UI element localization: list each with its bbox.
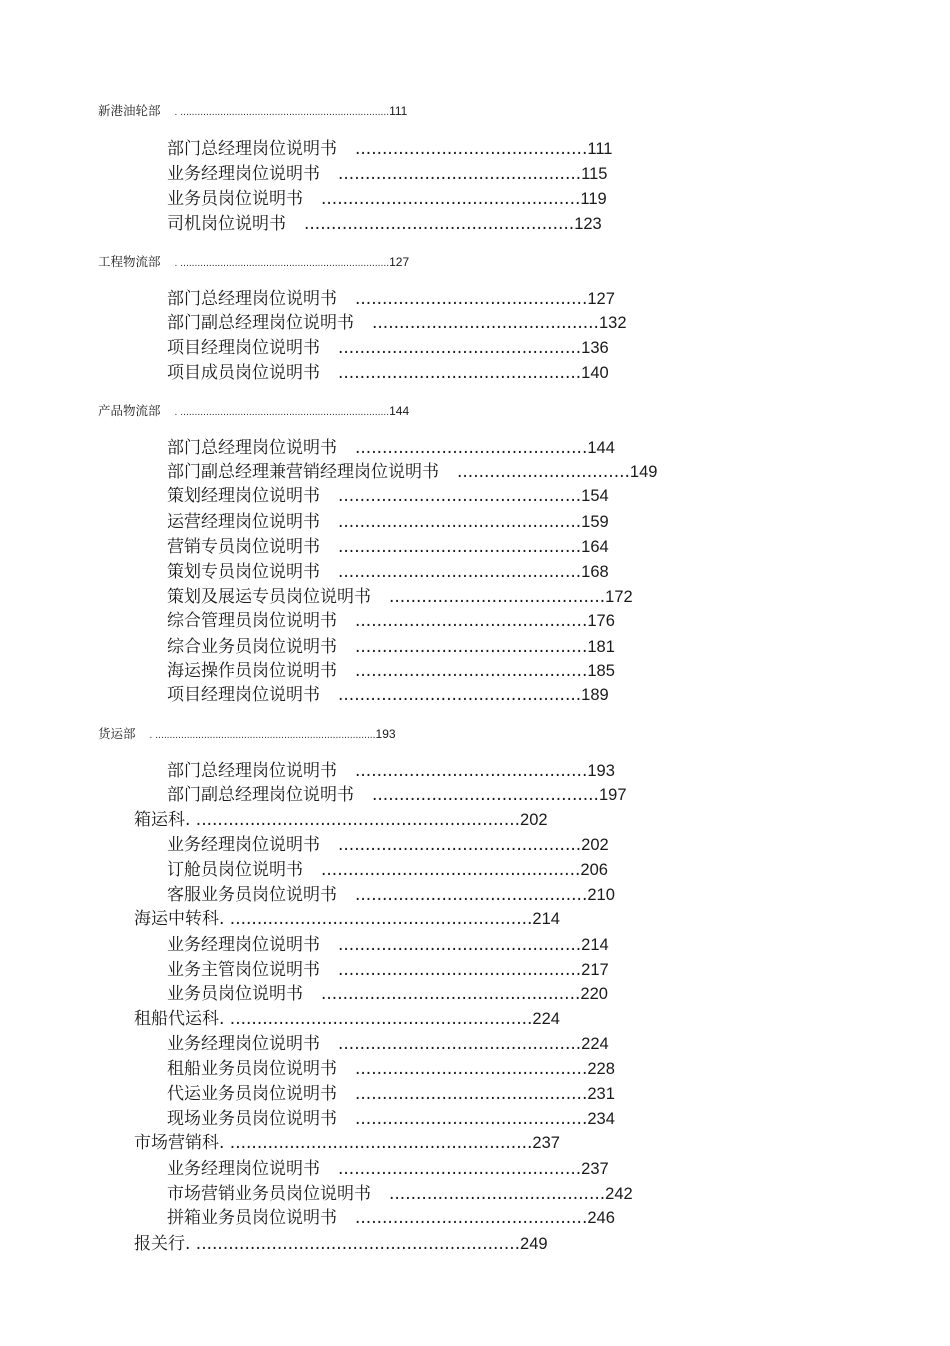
toc-title: 部门副总经理岗位说明书 — [167, 313, 354, 333]
toc-leader: . ......................................................................... — [174, 259, 390, 269]
toc-leader: ............................................. — [338, 338, 582, 358]
toc-title: 业务经理岗位说明书 — [167, 935, 320, 955]
toc-leader: .......................................... — [372, 785, 599, 805]
toc-page-number: 185 — [587, 662, 615, 680]
toc-page-number: 119 — [580, 190, 607, 208]
toc-leader: ........................................... — [355, 611, 588, 631]
toc-page-number: 132 — [598, 314, 627, 332]
toc-entry[interactable] — [167, 756, 615, 781]
toc-leader: . ............................................................ — [185, 810, 521, 830]
toc-section[interactable] — [98, 252, 409, 270]
toc-leader: . ......................................................................... — [174, 108, 390, 118]
toc-section[interactable] — [98, 724, 396, 742]
toc-entry[interactable] — [167, 780, 627, 805]
toc-page-number: 144 — [389, 404, 410, 418]
toc-leader: . ......................................................................... — [174, 408, 390, 418]
toc-subsection[interactable] — [134, 1229, 548, 1254]
toc-title: 市场营销科 — [134, 1133, 219, 1153]
toc-section[interactable] — [98, 401, 409, 419]
toc-leader: ............................................. — [338, 537, 582, 557]
toc-title: 部门总经理岗位说明书 — [167, 438, 337, 458]
toc-leader: ........................................... — [355, 761, 588, 781]
toc-title: 海运中转科 — [134, 909, 219, 929]
toc-entry[interactable] — [167, 880, 615, 905]
toc-page-number: 214 — [581, 936, 609, 954]
toc-page-number: 164 — [581, 538, 609, 556]
toc-page-number: 193 — [375, 727, 396, 741]
toc-leader: ........................................... — [355, 139, 588, 159]
toc-title: 业务经理岗位说明书 — [167, 1034, 320, 1054]
toc-entry[interactable] — [167, 979, 608, 1004]
toc-entry[interactable] — [167, 1179, 633, 1204]
toc-leader: ............................................. — [338, 512, 582, 532]
toc-page-number: 202 — [581, 836, 609, 854]
toc-page-number: 197 — [598, 786, 627, 804]
toc-leader: ........................................... — [355, 637, 588, 657]
toc-leader: ................................................ — [321, 189, 581, 209]
toc-page-number: 127 — [389, 255, 410, 269]
toc-page-number: 193 — [587, 762, 615, 780]
toc-entry[interactable] — [167, 606, 615, 631]
toc-entry[interactable] — [167, 582, 633, 607]
toc-page-number: 176 — [587, 612, 615, 630]
toc-page-number: 127 — [587, 290, 615, 308]
toc-page-number: 217 — [581, 961, 609, 979]
toc-entry[interactable] — [167, 680, 609, 705]
toc-title: 项目成员岗位说明书 — [167, 363, 320, 383]
toc-title: 综合业务员岗位说明书 — [167, 637, 337, 657]
toc-page-number: 228 — [587, 1060, 615, 1078]
toc-page-number: 154 — [581, 487, 609, 505]
toc-leader: ............................................. — [338, 960, 582, 980]
toc-leader: ............................................. — [338, 164, 582, 184]
toc-page-number: 202 — [520, 811, 548, 829]
toc-entry[interactable] — [167, 481, 609, 506]
toc-title: 综合管理员岗位说明书 — [167, 611, 337, 631]
toc-page-number: 172 — [605, 588, 633, 606]
toc-leader: ................................ — [457, 462, 630, 482]
toc-entry[interactable] — [167, 1203, 615, 1228]
toc-page-number: 234 — [587, 1110, 615, 1128]
toc-page-number: 224 — [581, 1035, 609, 1053]
toc-page-number: 231 — [587, 1085, 615, 1103]
toc-leader: ............................................. — [338, 1159, 582, 1179]
toc-page-number: 181 — [587, 638, 615, 656]
toc-title: 策划经理岗位说明书 — [167, 486, 320, 506]
toc-section[interactable] — [98, 101, 407, 119]
toc-title: 租船代运科 — [134, 1009, 219, 1029]
toc-leader: ............................................. — [338, 1034, 582, 1054]
toc-leader: ........................................... — [355, 1059, 588, 1079]
toc-title: 业务经理岗位说明书 — [167, 835, 320, 855]
toc-leader: ................................................ — [321, 860, 581, 880]
toc-entry[interactable] — [167, 930, 609, 955]
toc-entry[interactable] — [167, 184, 607, 209]
toc-title: 部门副总经理兼营销经理岗位说明书 — [167, 462, 439, 482]
toc-page-number: 249 — [520, 1235, 548, 1253]
toc-leader: ........................................... — [355, 438, 588, 458]
toc-title: 策划专员岗位说明书 — [167, 562, 320, 582]
toc-title: 拼箱业务员岗位说明书 — [167, 1208, 337, 1228]
toc-page-number: 144 — [587, 439, 615, 457]
toc-title: 现场业务员岗位说明书 — [167, 1109, 337, 1129]
toc-subsection[interactable] — [134, 1128, 560, 1153]
toc-page-number: 115 — [581, 165, 608, 183]
toc-title: 新港油轮部 — [98, 103, 161, 118]
toc-page-number: 246 — [587, 1209, 615, 1227]
toc-title: 市场营销业务员岗位说明书 — [167, 1184, 371, 1204]
toc-title: 产品物流部 — [98, 403, 161, 418]
toc-title: 业务员岗位说明书 — [167, 984, 303, 1004]
toc-entry[interactable] — [167, 532, 609, 557]
toc-entry[interactable] — [167, 855, 608, 880]
toc-title: 部门总经理岗位说明书 — [167, 139, 337, 159]
toc-page-number: 206 — [580, 861, 608, 879]
toc-entry[interactable] — [167, 955, 609, 980]
toc-leader: ............................................. — [338, 363, 582, 383]
toc-page-number: 123 — [574, 215, 602, 233]
toc-leader: ............................................. — [338, 685, 582, 705]
toc-leader: ................................................ — [321, 984, 581, 1004]
toc-entry[interactable] — [167, 1104, 615, 1129]
toc-entry[interactable] — [167, 159, 607, 184]
toc-leader: . ........................................................ — [219, 1009, 533, 1029]
toc-leader: ............................................. — [338, 562, 582, 582]
toc-leader: ........................................ — [389, 587, 606, 607]
toc-leader: ........................................... — [355, 661, 588, 681]
toc-leader: ........................................... — [355, 1208, 588, 1228]
toc-title: 报关行 — [134, 1234, 185, 1254]
toc-entry[interactable] — [167, 333, 609, 358]
toc-leader: . ........................................................ — [219, 909, 533, 929]
toc-leader: . ............................................................................. — [149, 731, 376, 741]
toc-entry[interactable] — [167, 1029, 609, 1054]
toc-page-number: 136 — [581, 339, 609, 357]
toc-title: 部门副总经理岗位说明书 — [167, 785, 354, 805]
toc-subsection[interactable] — [134, 1004, 560, 1029]
toc-title: 业务主管岗位说明书 — [167, 960, 320, 980]
toc-page-number: 140 — [581, 364, 609, 382]
toc-subsection[interactable] — [134, 904, 560, 929]
toc-title: 部门总经理岗位说明书 — [167, 761, 337, 781]
toc-title: 海运操作员岗位说明书 — [167, 661, 337, 681]
toc-title: 业务员岗位说明书 — [167, 189, 303, 209]
toc-title: 项目经理岗位说明书 — [167, 338, 320, 358]
toc-title: 租船业务员岗位说明书 — [167, 1059, 337, 1079]
toc-entry[interactable] — [167, 632, 615, 657]
toc-leader: ........................................... — [355, 885, 588, 905]
toc-entry[interactable] — [167, 358, 609, 383]
toc-leader: .......................................... — [372, 313, 599, 333]
toc-entry[interactable] — [167, 830, 609, 855]
toc-title: 司机岗位说明书 — [167, 214, 286, 234]
toc-title: 货运部 — [98, 726, 136, 741]
toc-title: 运营经理岗位说明书 — [167, 512, 320, 532]
toc-title: 工程物流部 — [98, 254, 161, 269]
toc-page-number: 220 — [580, 985, 608, 1003]
toc-entry[interactable] — [167, 1154, 609, 1179]
toc-entry[interactable] — [167, 656, 615, 681]
toc-title: 部门总经理岗位说明书 — [167, 289, 337, 309]
toc-leader: ........................................ — [389, 1184, 606, 1204]
toc-title: 代运业务员岗位说明书 — [167, 1084, 337, 1104]
toc-title: 业务经理岗位说明书 — [167, 1159, 320, 1179]
toc-title: 业务经理岗位说明书 — [167, 164, 320, 184]
toc-leader: . ........................................................ — [219, 1133, 533, 1153]
toc-leader: ........................................... — [355, 1109, 588, 1129]
toc-page-number: 214 — [532, 910, 560, 928]
toc-leader: ............................................. — [338, 835, 582, 855]
toc-title: 订舱员岗位说明书 — [167, 860, 303, 880]
toc-page-number: 149 — [629, 463, 658, 481]
toc-leader: .................................................. — [304, 214, 575, 234]
toc-page-number: 189 — [581, 686, 609, 704]
toc-title: 项目经理岗位说明书 — [167, 685, 320, 705]
toc-entry[interactable] — [167, 209, 602, 234]
toc-title: 策划及展运专员岗位说明书 — [167, 587, 371, 607]
toc-leader: ........................................... — [355, 289, 588, 309]
toc-page-number: 210 — [587, 886, 615, 904]
toc-page-number: 111 — [389, 104, 408, 118]
toc-page-number: 224 — [532, 1010, 560, 1028]
toc-leader: ............................................. — [338, 935, 582, 955]
toc-entry[interactable] — [167, 457, 657, 482]
toc-entry[interactable] — [167, 433, 615, 458]
toc-entry[interactable] — [167, 507, 609, 532]
toc-entry[interactable] — [167, 308, 627, 333]
toc-entry[interactable] — [167, 1054, 615, 1079]
toc-page-number: 242 — [605, 1185, 633, 1203]
toc-leader: . ............................................................ — [185, 1234, 521, 1254]
toc-entry[interactable] — [167, 134, 612, 159]
toc-page-number: 159 — [581, 513, 609, 531]
toc-subsection[interactable] — [134, 805, 548, 830]
toc-leader: ........................................... — [355, 1084, 588, 1104]
toc-page-number: 237 — [581, 1160, 609, 1178]
toc-title: 营销专员岗位说明书 — [167, 537, 320, 557]
toc-entry[interactable] — [167, 1079, 615, 1104]
toc-title: 箱运科 — [134, 810, 185, 830]
toc-page-number: 168 — [581, 563, 609, 581]
toc-entry[interactable] — [167, 284, 615, 309]
toc-leader: ............................................. — [338, 486, 582, 506]
toc-title: 客服业务员岗位说明书 — [167, 885, 337, 905]
toc-page-number: 237 — [532, 1134, 560, 1152]
toc-entry[interactable] — [167, 557, 609, 582]
toc-page-number: 111 — [587, 140, 613, 158]
